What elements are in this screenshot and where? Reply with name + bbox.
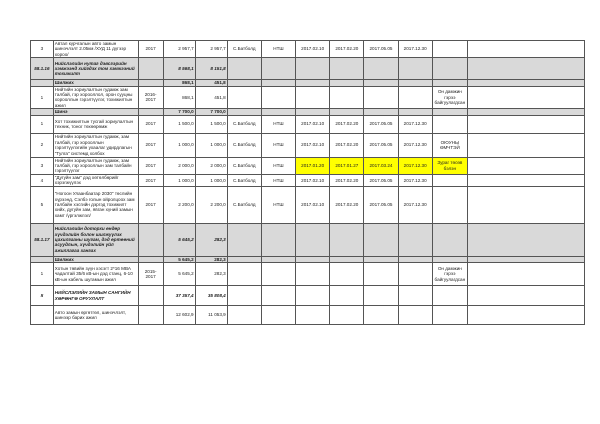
table-cell: 2017.05.05 bbox=[364, 115, 398, 133]
budget-table bbox=[30, 40, 585, 325]
table-cell bbox=[467, 157, 584, 174]
table-cell: НТШ bbox=[261, 174, 295, 186]
table-cell: 2017.12.30 bbox=[398, 157, 432, 174]
table-row bbox=[31, 286, 585, 306]
table-cell bbox=[364, 223, 398, 256]
table-cell: 2017.03.24 bbox=[364, 157, 398, 174]
table-cell: 451,8 bbox=[195, 80, 227, 86]
table-cell bbox=[138, 58, 163, 80]
table-cell: Хотын төвийн зүүн хэсэгт 2*16 МВА чадалтай 35/6 кВ-ын дэд станц, 6-10 кВ-ын кабель шугамын ажил bbox=[53, 263, 138, 286]
table-cell: НТШ bbox=[261, 157, 295, 174]
table-cell: 282,3 bbox=[195, 256, 227, 262]
table-cell: Зураг төсөв бэлэн bbox=[432, 157, 467, 174]
table-cell bbox=[296, 306, 330, 325]
table-cell bbox=[364, 86, 398, 109]
table-cell: Шилжих bbox=[53, 80, 138, 86]
table-cell bbox=[432, 58, 467, 80]
table-cell bbox=[330, 86, 364, 109]
table-row bbox=[31, 86, 585, 109]
table-cell: 58.1.16 bbox=[31, 58, 54, 80]
table-cell: 37 357,4 bbox=[163, 286, 195, 306]
table-cell: 58.1.17 bbox=[31, 223, 54, 256]
table-cell bbox=[261, 306, 295, 325]
table-cell bbox=[330, 58, 364, 80]
table-cell bbox=[467, 263, 584, 286]
table-cell bbox=[398, 286, 432, 306]
table-cell: 3 bbox=[31, 41, 54, 58]
table-cell bbox=[432, 223, 467, 256]
table-cell bbox=[296, 86, 330, 109]
table-cell: Он дамжин гэрээ байгуулагдсан bbox=[432, 263, 467, 286]
table-cell bbox=[398, 58, 432, 80]
table-cell bbox=[138, 223, 163, 256]
table-cell: 2017.12.30 bbox=[398, 174, 432, 186]
table-cell: 2017.01.20 bbox=[296, 157, 330, 174]
table-cell: 282,3 bbox=[195, 223, 227, 256]
table-cell bbox=[296, 263, 330, 286]
table-cell: Шинэ bbox=[53, 109, 138, 115]
table-cell bbox=[398, 86, 432, 109]
table-cell: НТШ bbox=[261, 186, 295, 223]
table-cell: 8 568,1 bbox=[163, 58, 195, 80]
table-cell: 5 645,2 bbox=[163, 263, 195, 286]
table-cell: 8 151,8 bbox=[195, 58, 227, 80]
table-cell: Нийслэлийн доторхи өндөр хүчдэлийн болон шилжүүлэх цахилгааны шугам, дэд өртөөний асуудлын, хүчдэлийн үйл ажиллагаа хангах bbox=[53, 223, 138, 256]
table-cell: 2 200,0 bbox=[163, 186, 195, 223]
table-cell: 2 957,7 bbox=[195, 41, 227, 58]
table-cell: 2017.02.20 bbox=[330, 115, 364, 133]
table-cell: 868,1 bbox=[163, 80, 195, 86]
table-row bbox=[31, 133, 585, 157]
table-cell bbox=[227, 286, 261, 306]
table-cell bbox=[467, 306, 584, 325]
table-cell bbox=[432, 115, 467, 133]
table-cell: 282,3 bbox=[195, 263, 227, 286]
table-cell: 1 000,0 bbox=[195, 174, 227, 186]
table-cell: 3 bbox=[31, 157, 54, 174]
table-cell: 1 500,0 bbox=[195, 115, 227, 133]
table-cell: Нийтийн зориулалтын гудамж, зам талбай, гэр хорооллын гэрэлтүүлэгийн ухаалаг удирдлагын "Тулга" системд холбох bbox=[53, 133, 138, 157]
table-cell bbox=[398, 306, 432, 325]
table-cell bbox=[432, 186, 467, 223]
table-cell: 2017.02.20 bbox=[330, 41, 364, 58]
table-cell bbox=[138, 306, 163, 325]
table-cell: С.Батболд bbox=[227, 115, 261, 133]
table-cell bbox=[330, 223, 364, 256]
table-cell bbox=[364, 306, 398, 325]
table-cell bbox=[432, 306, 467, 325]
table-cell: 451,8 bbox=[195, 86, 227, 109]
table-cell bbox=[138, 286, 163, 306]
table-cell: 2017.02.10 bbox=[296, 186, 330, 223]
table-cell: Автал күрчгалын авто замын шинэчлэлт 2.05км /ХУД 11 дүгээр хороо/ bbox=[53, 41, 138, 58]
table-cell: 2017.02.20 bbox=[330, 133, 364, 157]
table-cell: 2017.12.30 bbox=[398, 186, 432, 223]
table-cell bbox=[227, 86, 261, 109]
table-cell: 2 957,7 bbox=[163, 41, 195, 58]
table-cell: 2017.01.27 bbox=[330, 157, 364, 174]
table-cell: 2017.05.05 bbox=[364, 186, 398, 223]
table-cell: 2017 bbox=[138, 174, 163, 186]
table-cell: 868,1 bbox=[163, 86, 195, 109]
table-cell bbox=[296, 286, 330, 306]
table-cell: 2016-2017 bbox=[138, 86, 163, 109]
table-cell bbox=[227, 58, 261, 80]
table-cell: 1 000,0 bbox=[195, 133, 227, 157]
table-row bbox=[31, 263, 585, 286]
table-cell: 2017 bbox=[138, 133, 163, 157]
table-cell: 2017.05.05 bbox=[364, 133, 398, 157]
table-cell: 2 000,0 bbox=[163, 157, 195, 174]
table-cell: НТШ bbox=[261, 115, 295, 133]
table-cell bbox=[330, 286, 364, 306]
table-row bbox=[31, 223, 585, 256]
table-row bbox=[31, 115, 585, 133]
table-cell: 2017.02.10 bbox=[296, 41, 330, 58]
table-cell bbox=[330, 306, 364, 325]
table-cell: 2017.02.10 bbox=[296, 115, 330, 133]
table-row bbox=[31, 186, 585, 223]
table-cell: Нийслэлийн нутаг дэвсгэрийн хэмжээнд хийгдэх том хэмжээний тохижилт bbox=[53, 58, 138, 80]
table-cell: НТШ bbox=[261, 133, 295, 157]
table-cell bbox=[398, 263, 432, 286]
table-cell: "Дугуйн зам" дэд хөтөлбөрийг хэрэгжүүлэх bbox=[53, 174, 138, 186]
table-cell: 5 645,2 bbox=[163, 256, 195, 262]
table-cell: 2017.05.05 bbox=[364, 174, 398, 186]
table-cell: 7 700,0 bbox=[195, 109, 227, 115]
table-cell: 7 700,0 bbox=[163, 109, 195, 115]
table-cell: 5 bbox=[31, 186, 54, 223]
table-cell: 2017.02.20 bbox=[330, 186, 364, 223]
table-cell bbox=[227, 223, 261, 256]
table-cell: ОЮУНЫ ӨМЧТЭЙ bbox=[432, 133, 467, 157]
table-cell bbox=[467, 286, 584, 306]
table-cell: 11 053,9 bbox=[195, 306, 227, 325]
table-cell: 2017.05.05 bbox=[364, 41, 398, 58]
table-cell: 1 000,0 bbox=[163, 174, 195, 186]
table-cell: "Ногоон Улаанбаатар 2030" төслийн хүрээнд, Сэлбэ голын ойролцоох зам талбайн хэсгийн дэргэд тохижилт хийх, дугуйн зам, явган хүний замын хамт /үргэлжлэл/ bbox=[53, 186, 138, 223]
table-cell: С.Батболд bbox=[227, 133, 261, 157]
table-cell bbox=[467, 223, 584, 256]
table-cell: 2017.02.10 bbox=[296, 133, 330, 157]
table-cell: 2017 bbox=[138, 115, 163, 133]
table-cell: С.Батболд bbox=[227, 41, 261, 58]
table-cell: 2017.02.10 bbox=[296, 174, 330, 186]
table-cell: 2 200,0 bbox=[195, 186, 227, 223]
table-cell: С.Батболд bbox=[227, 186, 261, 223]
table-cell: 12 602,9 bbox=[163, 306, 195, 325]
table-row bbox=[31, 157, 585, 174]
table-cell: Хот тохижилтын тусгай зориулалтын техник, тоног төхөөрөмж bbox=[53, 115, 138, 133]
table-cell bbox=[261, 86, 295, 109]
table-cell bbox=[467, 58, 584, 80]
table-cell bbox=[261, 223, 295, 256]
table-cell: 35 808,4 bbox=[195, 286, 227, 306]
table-cell: 5 645,2 bbox=[163, 223, 195, 256]
table-cell: 2 000,0 bbox=[195, 157, 227, 174]
table-cell: Шилжих bbox=[53, 256, 138, 262]
table-cell: Он дамжин гэрээ байгуулагдсан bbox=[432, 86, 467, 109]
table-cell bbox=[330, 263, 364, 286]
table-cell bbox=[261, 286, 295, 306]
table-cell: НИЙСЛЭЛИЙН ЗАМЫН САНГИЙН ХӨРӨНГӨ ОРУУЛАЛТ bbox=[53, 286, 138, 306]
table-cell bbox=[398, 223, 432, 256]
table-cell: 1 bbox=[31, 86, 54, 109]
table-cell: 2017.12.30 bbox=[398, 133, 432, 157]
table-cell: Авто замын өргөтгөл, шинэчлэлт, шинээр барих ажил bbox=[53, 306, 138, 325]
table-cell: 1 000,0 bbox=[163, 133, 195, 157]
table-cell: С.Батболд bbox=[227, 157, 261, 174]
table-cell: 1 bbox=[31, 115, 54, 133]
table-cell: 4 bbox=[31, 174, 54, 186]
table-cell bbox=[227, 306, 261, 325]
table-cell bbox=[467, 86, 584, 109]
table-cell bbox=[432, 41, 467, 58]
table-row bbox=[31, 58, 585, 80]
table-cell bbox=[261, 58, 295, 80]
table-cell: НТШ bbox=[261, 41, 295, 58]
table-cell bbox=[296, 223, 330, 256]
table-cell bbox=[467, 115, 584, 133]
table-cell bbox=[432, 174, 467, 186]
table-cell: 2017 bbox=[138, 186, 163, 223]
table-cell: II bbox=[31, 286, 54, 306]
table-cell bbox=[261, 263, 295, 286]
table-cell bbox=[467, 174, 584, 186]
table-cell: Нийтийн зориулалтын гудамж зам талбай, гэр хорооллол, орон сууцны хорооллын гэрэлтүүлэг, тохижилтын ажил bbox=[53, 86, 138, 109]
table-cell bbox=[364, 286, 398, 306]
table-cell bbox=[467, 41, 584, 58]
table-cell: 2 bbox=[31, 133, 54, 157]
table-cell: 1 bbox=[31, 263, 54, 286]
table-cell bbox=[364, 263, 398, 286]
table-cell: Нийтийн зориулалтын гудамж, зам талбай, гэр хорооллын зам талбайн гэрэлтүүлэг bbox=[53, 157, 138, 174]
table-cell bbox=[364, 58, 398, 80]
table-cell: С.Батболд bbox=[227, 174, 261, 186]
table-row bbox=[31, 41, 585, 58]
table-row bbox=[31, 306, 585, 325]
table-cell: 2017 bbox=[138, 41, 163, 58]
table-cell bbox=[467, 133, 584, 157]
table-cell bbox=[31, 306, 54, 325]
table-cell: 1 500,0 bbox=[163, 115, 195, 133]
table-cell bbox=[296, 58, 330, 80]
table-cell: 2017.02.20 bbox=[330, 174, 364, 186]
table-cell bbox=[227, 263, 261, 286]
table-cell bbox=[467, 186, 584, 223]
table-row bbox=[31, 174, 585, 186]
table-cell: 2017.12.30 bbox=[398, 41, 432, 58]
table-cell bbox=[432, 286, 467, 306]
table-cell: 2017 bbox=[138, 157, 163, 174]
table-cell: 2015-2017 bbox=[138, 263, 163, 286]
table-cell: 2017.12.30 bbox=[398, 115, 432, 133]
